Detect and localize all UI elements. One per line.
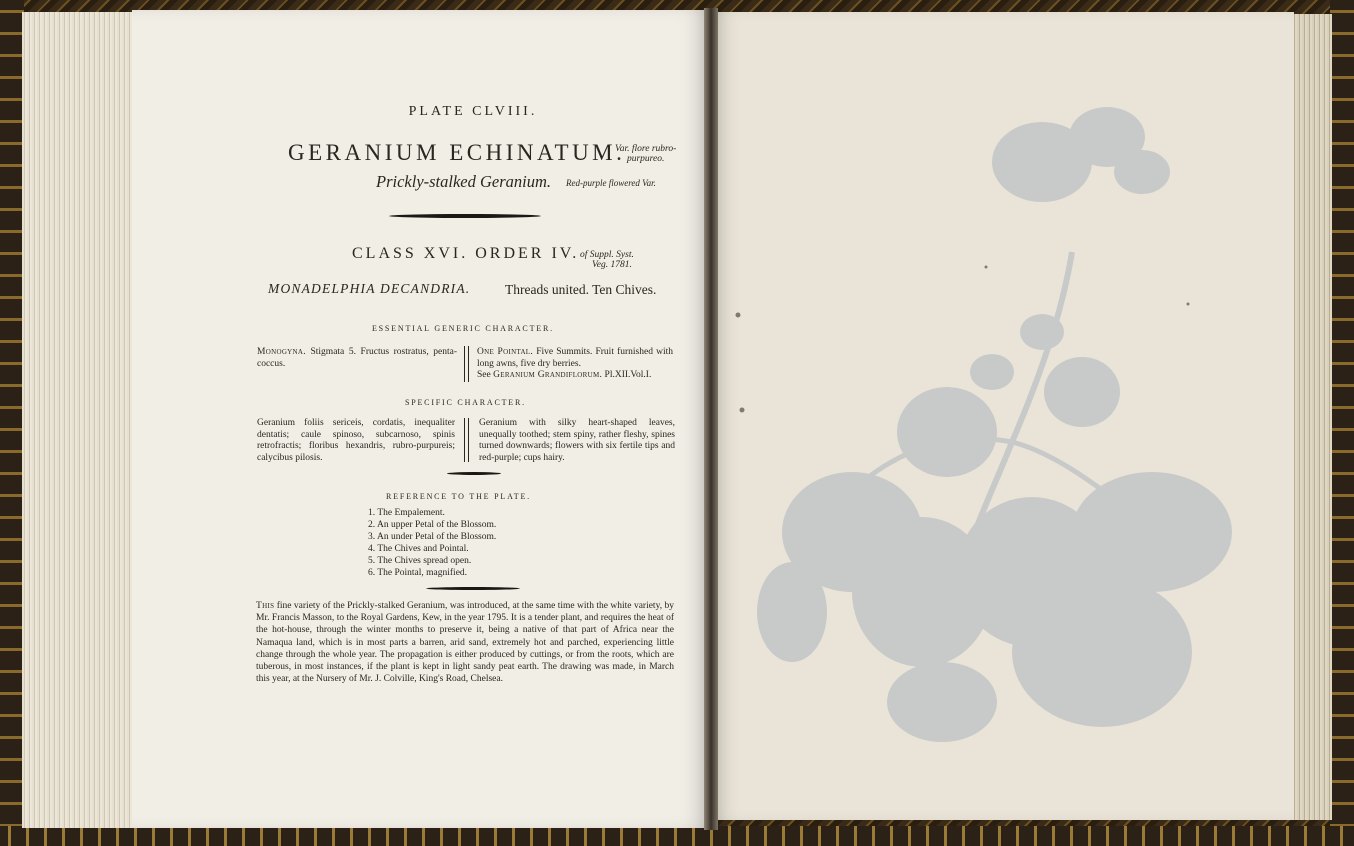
right-page-stack [1292,14,1332,820]
right-page [712,12,1294,820]
see-name: Geranium Grandiflorum. [493,370,603,380]
generic-see-reference [477,370,673,382]
column-separator-specific [464,418,469,462]
generic-latin-text: Stigmata 5. Fructus rostratus, penta-coccus. [257,347,458,369]
class-order-heading: CLASS XVI. ORDER IV. [352,245,580,262]
reference-item: 3. An under Petal of the Blossom. [368,532,497,542]
specific-character-heading: SPECIFIC CHARACTER. [405,398,526,407]
divider-rule-top [389,214,541,218]
column-separator-generic [464,346,469,382]
reference-item: 4. The Chives and Pointal. [368,544,469,554]
book-gutter [704,8,718,830]
generic-latin-lead: Monogyna. [257,347,306,357]
english-variety: Red-purple flowered Var. [566,178,656,188]
monadelphia-heading: MONADELPHIA DECANDRIA. [268,281,471,296]
plant-illustration-ghost [712,12,1294,820]
specific-latin: Geranium foliis sericeis, cordatis, inequaliter dentatis; caule spinoso, subcarnoso, spinis retrofractis; floribus hexandris, rubro-purpureis; calycibus pilosis. [257,418,455,463]
cover-edge-bottom [0,826,1354,846]
species-title: GERANIUM ECHINATUM. [288,140,626,165]
cover-edge-left [0,0,24,846]
reference-item: 5. The Chives spread open. [368,556,472,566]
divider-rule-middle [447,472,501,475]
reference-item: 1. The Empalement. [368,508,445,518]
see-ref: Pl.XII.Vol.I. [604,370,652,380]
description-lead: This [256,601,275,611]
reference-item: 2. An upper Petal of the Blossom. [368,520,497,530]
variety-note [615,144,676,164]
supplement-note [580,250,634,270]
specific-english: Geranium with silky heart-shaped leaves, unequally toothed; stem spiny, rather fleshy, spines turned downwards; flowers with six fertile tips and red-purple; cups hairy. [479,418,675,463]
reference-heading: REFERENCE TO THE PLATE. [386,492,531,501]
plate-number: PLATE CLVIII. [408,104,538,119]
threads-note: Threads united. Ten Chives. [505,282,657,297]
generic-english-lead: One Pointal. [477,347,534,357]
generic-english [477,347,673,382]
variety-note-line-2: purpureo. [626,154,665,164]
reference-list [368,507,496,579]
see-lead: See [477,370,491,380]
supplement-note-line-1: of Suppl. Syst. [580,250,634,260]
reference-item: 6. The Pointal, magnified. [368,568,468,578]
variety-note-line-1: Var. flore rubro- [615,144,677,154]
english-name: Prickly-stalked Geranium. [376,172,552,191]
supplement-note-line-2: Veg. 1781. [592,260,632,270]
generic-character-heading: ESSENTIAL GENERIC CHARACTER. [372,324,554,333]
cover-edge-right [1330,0,1354,846]
divider-rule-bottom [426,587,520,590]
description-text: fine variety of the Prickly-stalked Geranium, was introduced, at the same time with the white variety, by Mr. Francis Masson, to the Royal Gardens, Kew, in the year 1795. It is a tender plant, and requires the heat of the hot-house, through the winter months to preserve it, being a native of that part of Africa near the Namaqua land, which is in most parts a barren, arid sand, extremely hot and parched, experiencing little change through the whole year. The propagation is either produced by cuttings, or from the roots, which are tuberous, in most instances, if the plant is kept in light sandy peat earth. The drawing was made, in March this year, at the Nursery of Mr. J. Colville, King's Road, Chelsea. [256,601,675,685]
description-paragraph [256,600,674,685]
generic-english-text: Five Summits. Fruit furnished with long awns, five dry berries. [477,347,673,369]
left-page-stack [22,12,142,828]
generic-latin [257,347,457,370]
